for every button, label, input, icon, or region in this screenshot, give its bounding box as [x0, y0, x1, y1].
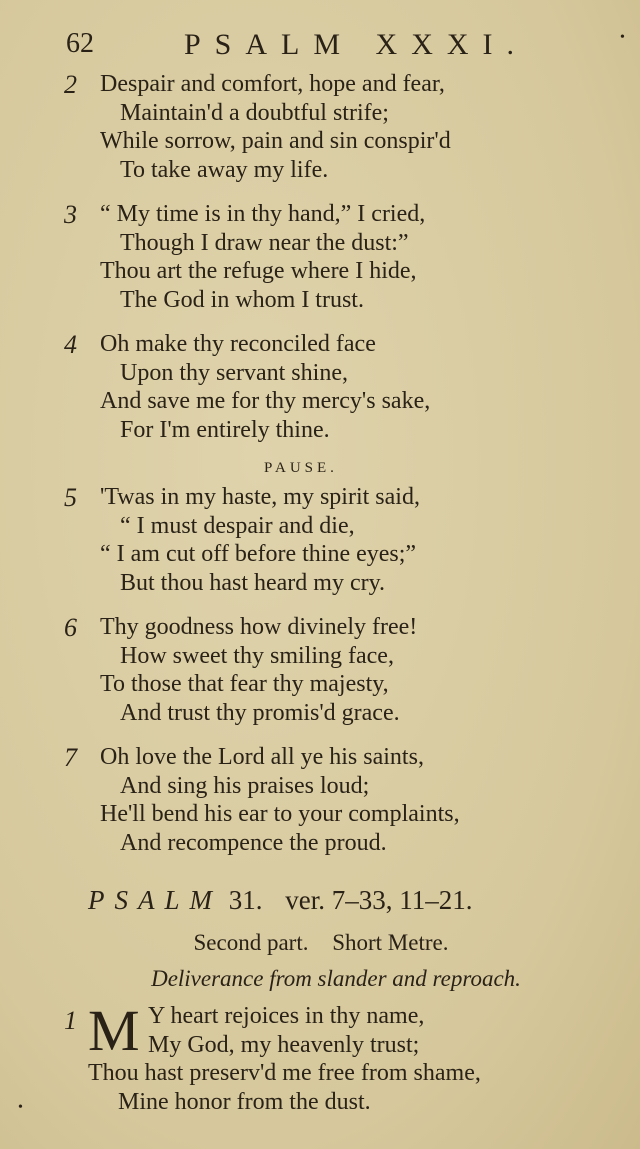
- first-stanza: [64, 998, 610, 1116]
- verse-line: “ I am cut off before thine eyes;”: [100, 541, 417, 567]
- verse-number: 1: [64, 1006, 77, 1035]
- verse-line: And recompence the proud.: [120, 829, 387, 856]
- verse-line: My God, my heavenly trust;: [148, 1031, 420, 1058]
- stanza: [64, 613, 610, 727]
- stanza: [64, 330, 610, 444]
- verse-line: “ My time is in thy hand,” I cried,: [100, 201, 426, 227]
- verse-line: Despair and comfort, hope and fear,: [100, 71, 445, 97]
- drop-cap: M: [88, 998, 140, 1063]
- verse-number: 4: [64, 330, 77, 359]
- verse-line: But thou hast heard my cry.: [120, 569, 386, 596]
- page-header: [66, 18, 610, 70]
- verse-number: 5: [64, 483, 77, 512]
- verse-line: And sing his praises loud;: [120, 772, 370, 799]
- stanza: [64, 743, 610, 857]
- stanza-group-a: [64, 70, 610, 444]
- verse-reference: ver. 7–33, 11–21.: [285, 885, 473, 915]
- stanza: [64, 200, 610, 314]
- ink-mark: •: [620, 30, 625, 45]
- pause-heading: PAUSE.: [264, 460, 338, 476]
- verse-line: Mine honor from the dust.: [118, 1088, 371, 1115]
- verse-number: 6: [64, 613, 77, 642]
- psalm-title: [88, 885, 610, 916]
- verse-line: Upon thy servant shine,: [120, 359, 348, 386]
- verse-line: Thou art the refuge where I hide,: [100, 258, 417, 284]
- stanza: [64, 70, 610, 184]
- stanza-group-b: [64, 483, 610, 857]
- verse-line: To those that fear thy majesty,: [100, 671, 389, 697]
- verse-line: And save me for thy mercy's sake,: [100, 388, 431, 414]
- verse-line: 'Twas in my haste, my spirit said,: [100, 484, 420, 510]
- running-head: PSALM XXXI.: [184, 28, 529, 61]
- verse-number: 3: [64, 200, 77, 229]
- psalm-subhead: Deliverance from slander and reproach.: [151, 966, 521, 991]
- verse-line: He'll bend his ear to your complaints,: [100, 801, 460, 827]
- verse-line: To take away my life.: [120, 156, 329, 183]
- verse-line: How sweet thy smiling face,: [120, 642, 394, 669]
- psalm-number: 31.: [228, 885, 263, 915]
- verse-number: 2: [64, 70, 77, 99]
- verse-line: Though I draw near the dust:”: [120, 229, 409, 256]
- verse-number: 7: [64, 743, 77, 772]
- verse-line: Oh love the Lord all ye his saints,: [100, 744, 424, 770]
- verse-line: Thy goodness how divinely free!: [100, 614, 418, 640]
- metre-label: Short Metre.: [332, 930, 449, 955]
- verse-line: The God in whom I trust.: [120, 286, 364, 313]
- page-number: 62: [66, 28, 94, 59]
- part-label: Second part.: [193, 930, 309, 955]
- verse-line: “ I must despair and die,: [120, 512, 355, 539]
- psalm-subtitle: [72, 930, 610, 956]
- psalm-label: PSALM: [88, 885, 222, 915]
- verse-line: While sorrow, pain and sin conspir'd: [100, 128, 451, 154]
- verse-line: Thou hast preserv'd me free from shame,: [88, 1060, 481, 1086]
- verse-line: And trust thy promis'd grace.: [120, 699, 400, 726]
- verse-line: Oh make thy reconciled face: [100, 331, 376, 357]
- stanza: [64, 483, 610, 597]
- verse-line: Y heart rejoices in thy name,: [148, 1003, 425, 1029]
- ink-mark: •: [18, 1100, 23, 1115]
- verse-line: Maintain'd a doubtful strife;: [120, 99, 389, 126]
- verse-line: For I'm entirely thine.: [120, 416, 330, 443]
